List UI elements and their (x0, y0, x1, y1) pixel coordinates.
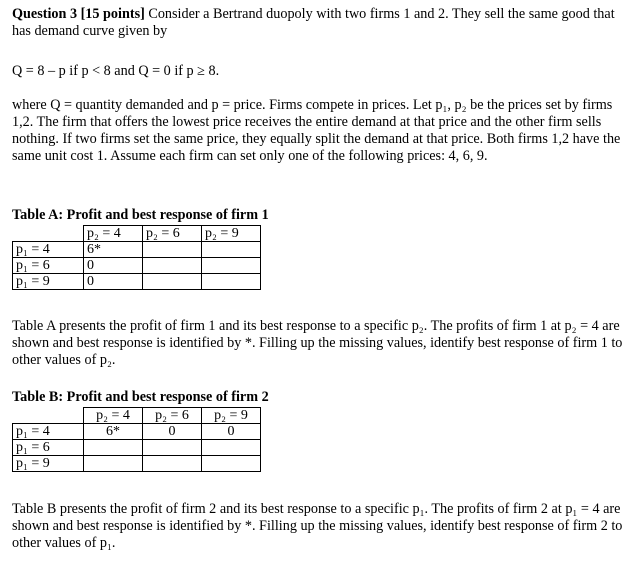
table-b-cell[interactable] (202, 440, 261, 456)
table-a-row-label: p₁ = 4 (13, 242, 84, 258)
table-b-col-header: p₂ = 4 (84, 408, 143, 424)
table-row (13, 274, 261, 290)
table-a-col-header: p₂ = 4 (84, 226, 143, 242)
table-b-cell[interactable]: 0 (143, 424, 202, 440)
table-b-cell[interactable] (143, 456, 202, 472)
table-row (13, 408, 261, 424)
table-a-cell[interactable] (143, 258, 202, 274)
table-a-row-label: p₁ = 6 (13, 258, 84, 274)
table-b-cell[interactable] (202, 456, 261, 472)
question-description (12, 97, 624, 165)
table-b-col-header: p₂ = 6 (143, 408, 202, 424)
table-b-row-label: p₁ = 6 (13, 440, 84, 456)
table-a (12, 225, 261, 290)
table-row (13, 440, 261, 456)
table-row (13, 242, 261, 258)
table-a-col-header: p₂ = 9 (202, 226, 261, 242)
table-b-cell[interactable]: 0 (202, 424, 261, 440)
table-a-cell[interactable] (143, 242, 202, 258)
table-b-row-label: p₁ = 4 (13, 424, 84, 440)
table-corner (13, 226, 84, 242)
table-corner (13, 408, 84, 424)
table-row (13, 456, 261, 472)
table-b-cell[interactable] (84, 456, 143, 472)
table-a-row-label: p₁ = 9 (13, 274, 84, 290)
table-a-cell[interactable] (202, 242, 261, 258)
demand-equation-text: Q = 8 – p if p < 8 and Q = 0 if p ≥ 8. (12, 63, 220, 79)
question-description-text: where Q = quantity demanded and p = price. Firms compete in prices. Let p₁, p₂ be the prices set by firms 1,2. The firm that offers the lowest price receives the entire demand at that price and the other firm sells nothing. If two firms set the same price, they equally split the demand at that price. Both firms 1,2 have the same unit cost 1. Assume each firm can set only one of the following prices: 4, 6, 9. (12, 97, 621, 164)
table-row (13, 258, 261, 274)
table-a-col-header: p₂ = 6 (143, 226, 202, 242)
table-b-row-label: p₁ = 9 (13, 456, 84, 472)
table-b-cell[interactable] (143, 440, 202, 456)
question-heading: Question 3 [15 points] (12, 6, 145, 22)
table-a-cell[interactable] (143, 274, 202, 290)
table-a-title: Table A: Profit and best response of firm 1 (12, 207, 269, 223)
table-b-caption: Table B presents the profit of firm 2 and its best response to a specific p₁. The profits of firm 2 at p₁ = 4 are shown and best response is identified by *. Filling up the missing values, identify best response of firm 2 to other values of p₁. (12, 501, 623, 551)
table-b (12, 407, 261, 472)
table-a-caption: Table A presents the profit of firm 1 and its best response to a specific p₂. The profits of firm 1 at p₂ = 4 are shown and best response is identified by *. Filling up the missing values, identify best response of firm 1 to other values of p₂. (12, 318, 623, 368)
table-a-cell[interactable] (202, 258, 261, 274)
table-a-cell[interactable]: 6* (84, 242, 143, 258)
table-b-cell[interactable]: 6* (84, 424, 143, 440)
table-row (13, 424, 261, 440)
question-intro-text: Consider a Bertrand duopoly with two firms 1 and 2. They sell the same good that has demand curve given by (12, 6, 615, 39)
table-a-cell[interactable] (202, 274, 261, 290)
table-row (13, 226, 261, 242)
table-b-col-header: p₂ = 9 (202, 408, 261, 424)
question-intro (12, 6, 624, 40)
table-a-cell[interactable]: 0 (84, 258, 143, 274)
demand-equation (12, 63, 624, 80)
table-a-cell[interactable]: 0 (84, 274, 143, 290)
table-b-cell[interactable] (84, 440, 143, 456)
table-b-title: Table B: Profit and best response of firm 2 (12, 389, 269, 405)
